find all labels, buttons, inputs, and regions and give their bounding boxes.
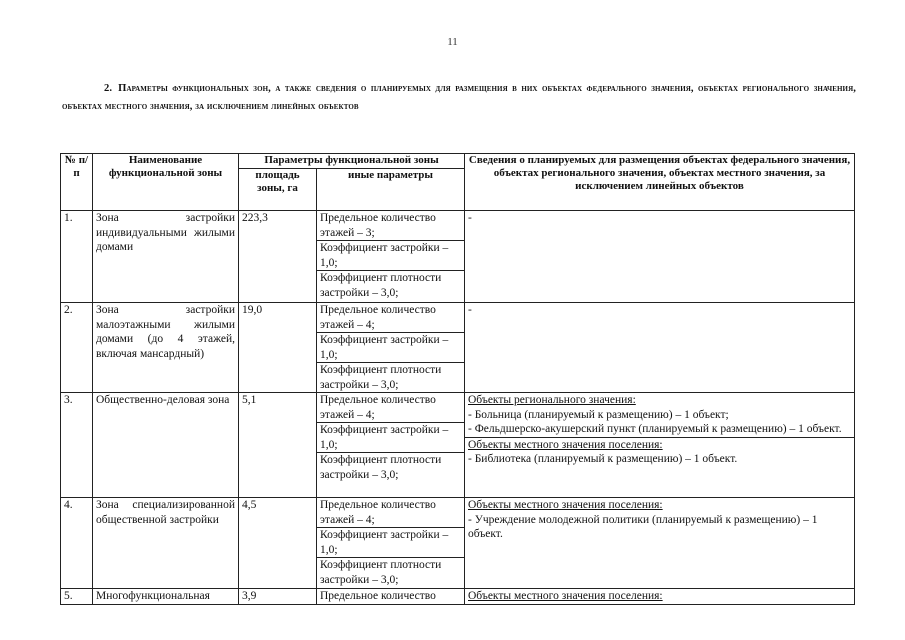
objects-group — [468, 303, 851, 318]
zone-name: Зона застройки индивидуальными жилыми домами — [93, 211, 239, 303]
objects-group — [468, 211, 851, 226]
section-number: 2. — [104, 83, 113, 94]
zone-area: 4,5 — [239, 498, 317, 589]
table-row — [61, 303, 855, 393]
row-number: 2. — [61, 303, 93, 393]
zone-area: 223,3 — [239, 211, 317, 303]
table-row — [61, 589, 855, 605]
object-item: - — [468, 304, 472, 316]
table-row — [61, 211, 855, 303]
table-row — [61, 498, 855, 589]
col-header-area: площадь зоны, га — [239, 169, 317, 211]
param-line: Коэффициент плотности застройки – 3,0; — [317, 452, 464, 482]
objects-group-title: Объекты местного значения поселения: — [468, 499, 663, 511]
param-line: Предельное количество этажей – 4; — [320, 394, 436, 421]
objects-group — [468, 589, 851, 604]
param-line: Коэффициент плотности застройки – 3,0; — [317, 557, 464, 587]
zone-name: Зона застройки малоэтажными жилыми домами (до 4 этажей, включая мансардный) — [93, 303, 239, 393]
section-title: Параметры функциональных зон, а также сведения о планируемых для размещения в них объектах федерального значения, объектах регионального значения, объектах местного значения, за исключением линейных объектов — [62, 83, 856, 112]
section-heading — [62, 80, 856, 116]
zone-area: 5,1 — [239, 393, 317, 498]
zone-area: 19,0 — [239, 303, 317, 393]
zones-parameters-table — [60, 153, 855, 605]
col-header-objects: Сведения о планируемых для размещения объектах федерального значения, объектах регионального значения, объектах местного значения, за исключением линейных объектов — [465, 154, 855, 211]
object-item: - Учреждение молодежной политики (планируемый к размещению) – 1 объект. — [468, 513, 818, 540]
objects-group — [468, 498, 851, 542]
zone-other-params — [317, 393, 465, 498]
zone-name: Многофункциональная — [93, 589, 239, 605]
param-line: Коэффициент плотности застройки – 3,0; — [317, 362, 464, 392]
table-row — [61, 393, 855, 498]
object-item: - Библиотека (планируемый к размещению) – 1 объект. — [468, 453, 738, 465]
planned-objects — [465, 211, 855, 303]
row-number: 4. — [61, 498, 93, 589]
planned-objects — [465, 303, 855, 393]
row-number: 1. — [61, 211, 93, 303]
zone-other-params — [317, 211, 465, 303]
col-header-other: иные параметры — [317, 169, 465, 211]
planned-objects — [465, 393, 855, 498]
col-header-name: Наименование функциональной зоны — [93, 154, 239, 211]
param-line: Коэффициент застройки – 1,0; — [317, 527, 464, 557]
col-header-params: Параметры функциональной зоны — [239, 154, 465, 169]
objects-group — [465, 437, 854, 467]
planned-objects — [465, 589, 855, 605]
page-number: 11 — [447, 36, 458, 48]
objects-group — [468, 393, 851, 437]
objects-group-title: Объекты регионального значения: — [468, 394, 636, 406]
zone-area: 3,9 — [239, 589, 317, 605]
object-item: - Фельдшерско-акушерский пункт (планируемый к размещению) – 1 объект. — [468, 423, 842, 435]
zone-name: Общественно-деловая зона — [93, 393, 239, 498]
param-line: Коэффициент плотности застройки – 3,0; — [317, 270, 464, 300]
objects-group-title: Объекты местного значения поселения: — [468, 438, 663, 451]
planned-objects — [465, 498, 855, 589]
param-line: Коэффициент застройки – 1,0; — [317, 332, 464, 362]
param-line: Предельное количество этажей – 4; — [320, 304, 436, 331]
param-line: Коэффициент застройки – 1,0; — [317, 240, 464, 270]
zone-other-params — [317, 498, 465, 589]
zone-name: Зона специализированной общественной застройки — [93, 498, 239, 589]
objects-group-title: Объекты местного значения поселения: — [468, 590, 663, 602]
param-line: Предельное количество этажей – 3; — [320, 212, 436, 239]
col-header-num: № п/п — [61, 154, 93, 211]
param-line: Предельное количество — [320, 590, 436, 602]
object-item: - — [468, 212, 472, 224]
row-number: 3. — [61, 393, 93, 498]
zone-other-params — [317, 589, 465, 605]
zone-other-params — [317, 303, 465, 393]
param-line: Коэффициент застройки – 1,0; — [317, 422, 464, 452]
row-number: 5. — [61, 589, 93, 605]
object-item: - Больница (планируемый к размещению) – 1 объект; — [468, 408, 729, 421]
param-line: Предельное количество этажей – 4; — [320, 499, 436, 526]
